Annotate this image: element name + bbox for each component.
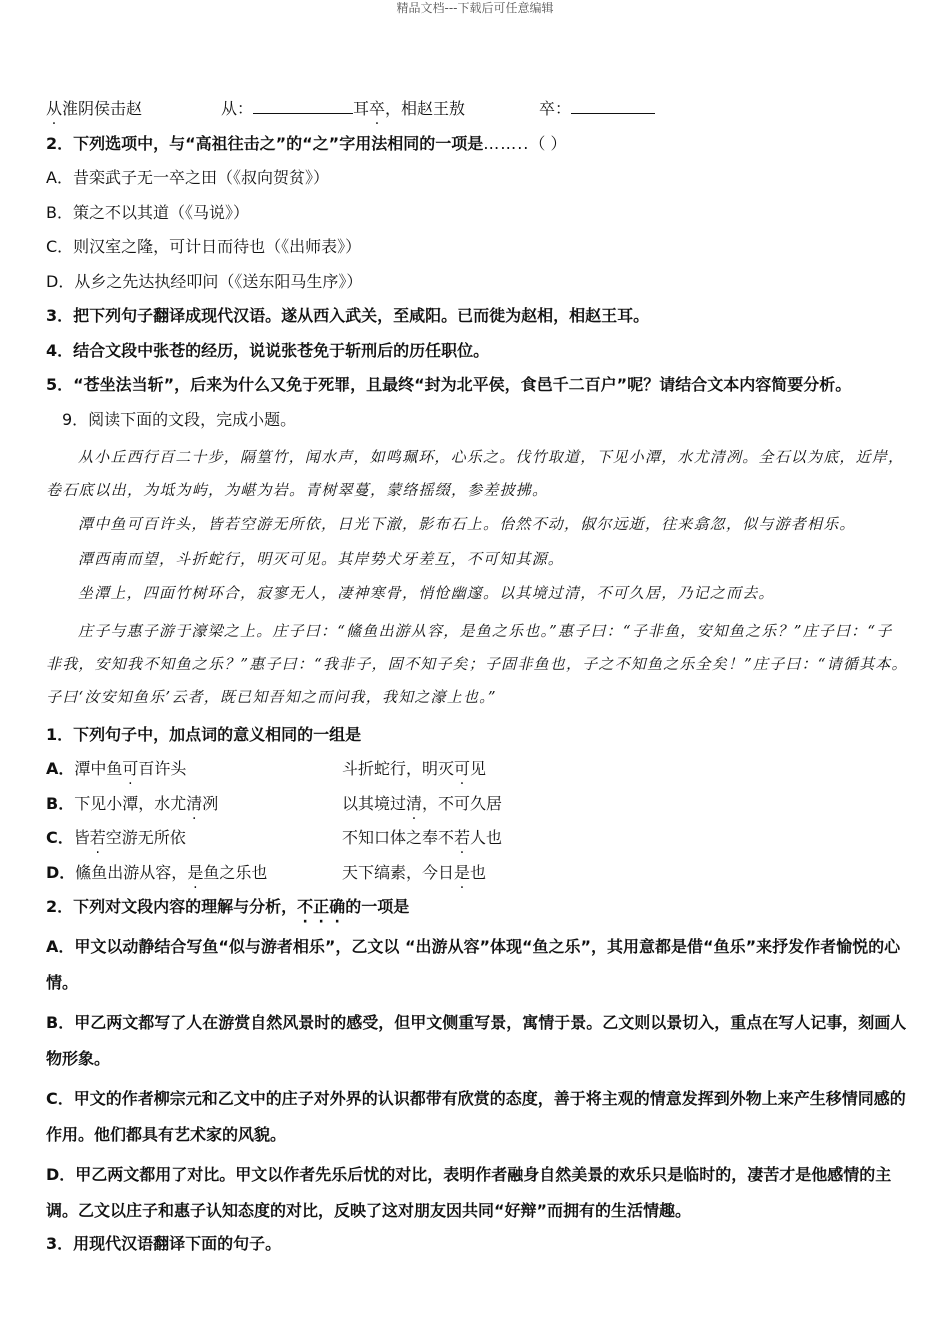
s2-option-b[interactable]: B．甲乙两文都写了人在游赏自然风景时的感受，但甲文侧重写景，寓情于景。乙文则以景切入，重点在写人记事，刻画人物形象。 (46, 1012, 907, 1068)
passage-paragraph-2: 潭中鱼可百许头，皆若空游无所依，日光下澈，影布石上。佁然不动，俶尔远逝，往来翕忽，似与游者相乐。 (78, 515, 856, 533)
q2-option-a[interactable]: A．昔栾武子无一卒之田（《叔向贺贫》） (46, 168, 329, 187)
q1-item-c: 卒： (539, 99, 655, 118)
s1-option-c[interactable]: C．皆若空游无所依 不知口体之奉不若人也 (46, 828, 503, 847)
question-4: 4．结合文段中张苍的经历，说说张苍免于斩刑后的历任职位。 (46, 340, 490, 360)
s1-option-b[interactable]: B．下见小潭，水尤清冽 以其境过清，不可久居 (46, 793, 503, 813)
document-body (46, 96, 908, 1265)
answer-blank[interactable] (253, 97, 353, 114)
question-3: 3．把下列句子翻译成现代汉语。遂从西入武关，至咸阳。已而徙为赵相，相赵王耳。 (46, 306, 650, 325)
s1-option-d[interactable]: D．鯈鱼出游从容，是鱼之乐也 天下缟素，今日是也 (46, 862, 487, 882)
q2-option-c[interactable]: C．则汉室之隆，可计日而待也（《出师表》） (46, 237, 362, 256)
sub-question-2: 2．下列对文段内容的理解与分析，不正确的一项是 (46, 897, 410, 916)
passage-paragraph-5: 庄子与惠子游于濠梁之上。庄子曰：“鯈鱼出游从容，是鱼之乐也。”惠子曰：“子非鱼，安知鱼之乐？”庄子曰：“子非我，安知我不知鱼之乐？”惠子曰：“我非子，固不知子矣；子固非鱼也，子之不知鱼之乐全矣！”庄子曰：“请循其本。子曰‘汝安知鱼乐’云者，既已知吾知之而问我，我知之濠上也。” (46, 621, 908, 706)
question-5: 5．“苍坐法当斩”，后来为什么又免于死罪，且最终“封为北平侯，食邑千二百户”呢？请结合文本内容简要分析。 (46, 375, 852, 394)
sub-question-3: 3．用现代汉语翻译下面的句子。 (46, 1233, 282, 1253)
q1-item-b: 从： 耳卒，相赵王敖 (221, 99, 466, 118)
passage-paragraph-1: 从小丘西行百二十步，隔篁竹，闻水声，如鸣珮环，心乐之。伐竹取道，下见小潭，水尤清冽。全石以为底，近岸，卷石底以出，为坻为屿，为嵁为岩。青树翠蔓，蒙络摇缀，参差披拂。 (46, 448, 905, 499)
q2-option-b[interactable]: B．策之不以其道（《马说》） (46, 202, 249, 222)
q1-blanks-line (46, 96, 908, 122)
question-9: 9．阅读下面的文段，完成小题。 (62, 409, 297, 429)
q2-option-d[interactable]: D．从乡之先达执经叩问（《送东阳马生序》） (46, 271, 363, 291)
s2-option-a[interactable]: A．甲文以动静结合写鱼“似与游者相乐”，乙文以 “出游从容”体现“鱼之乐”，其用意都是借“鱼乐”来抒发作者愉悦的心情。 (46, 936, 901, 992)
passage-paragraph-4: 坐潭上，四面竹树环合，寂寥无人，凄神寒骨，悄怆幽邃。以其境过清，不可久居，乃记之而去。 (78, 584, 775, 602)
sub-question-1: 1．下列句子中，加点词的意义相同的一组是 (46, 724, 362, 744)
q1-item-a: 从淮阴侯击赵 (46, 99, 143, 118)
s1-option-a[interactable]: A．潭中鱼可百许头 斗折蛇行，明灭可见 (46, 759, 487, 778)
page-header: 精品文档---下载后可任意编辑 (396, 1, 554, 15)
s2-option-d[interactable]: D．甲乙两文都用了对比。甲文以作者先乐后忧的对比，表明作者融身自然美景的欢乐只是临时的，凄苦才是他感情的主调。乙文以庄子和惠子认知态度的对比，反映了这对朋友因共同“好辩”而拥有的生活情趣。 (46, 1164, 892, 1220)
passage-paragraph-3: 潭西南而望，斗折蛇行，明灭可见。其岸势犬牙差互，不可知其源。 (78, 549, 565, 568)
question-2: 2．下列选项中，与“高祖往击之”的“之”字用法相同的一项是……..（ ） (46, 133, 567, 153)
answer-blank[interactable] (571, 97, 655, 114)
s2-option-c[interactable]: C．甲文的作者柳宗元和乙文中的庄子对外界的认识都带有欣赏的态度，善于将主观的情意发挥到外物上来产生移情同感的作用。他们都具有艺术家的风貌。 (46, 1088, 906, 1144)
answer-paren[interactable]: （ ） (529, 133, 567, 153)
